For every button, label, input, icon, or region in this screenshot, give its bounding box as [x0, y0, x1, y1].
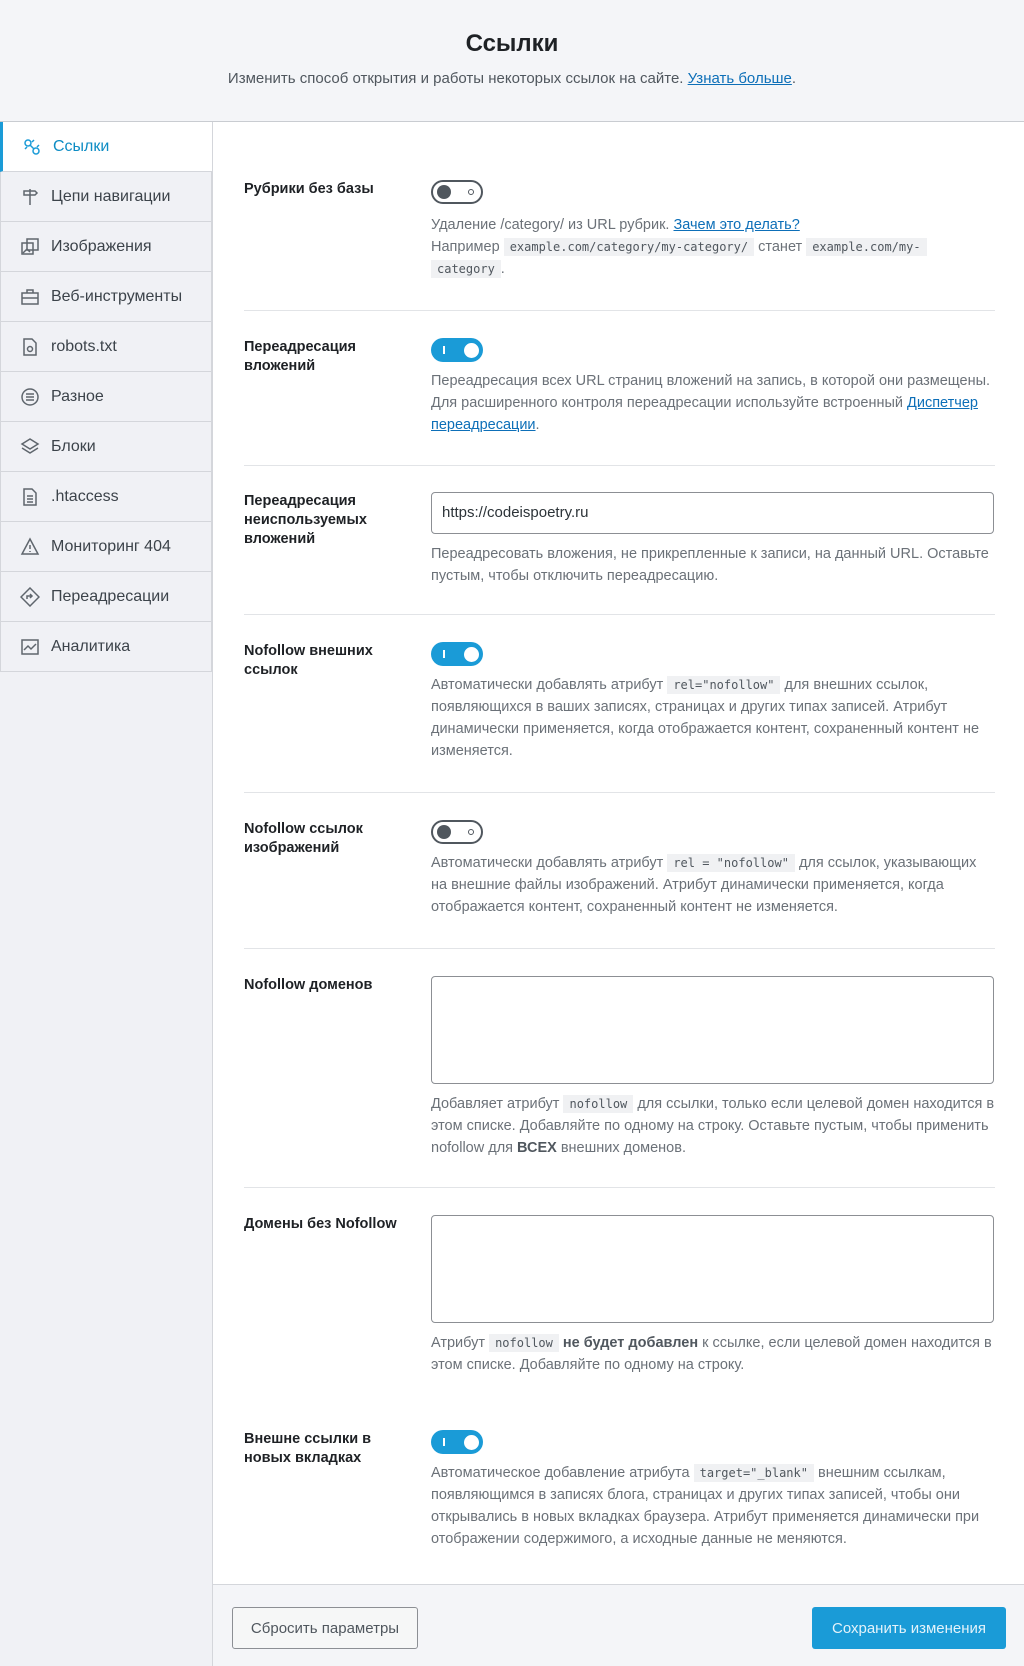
new-window-toggle[interactable] [431, 1430, 483, 1454]
sidebar-item-label: Цепи навигации [51, 187, 171, 205]
signpost-icon [19, 186, 41, 208]
setting-label: Внешне ссылки в новых вкладках [244, 1431, 372, 1466]
sidebar-item-label: robots.txt [51, 337, 117, 355]
example-code: category [431, 260, 501, 278]
images-icon [19, 236, 41, 258]
setting-description [431, 1332, 995, 1376]
desc-text: Автоматически добавлять атрибут [431, 677, 664, 693]
sidebar-item-links[interactable] [0, 122, 212, 172]
subtitle-text: Изменить способ открытия и работы некоторых ссылок на сайте. [227, 70, 684, 87]
nofollow-images-toggle[interactable] [431, 820, 483, 844]
desc-text: внешним ссылкам, появляющимся в записях блога, страницах и других типах записей, чтобы они открывались в новых вкладках браузера. Атрибут применяется динамически при отображении содержимого, а исходные данные не меняются. [431, 1465, 980, 1547]
redirect-manager-link[interactable]: Диспетчер переадресации [431, 395, 978, 433]
divider [244, 1187, 995, 1188]
setting-label: Переадресация неиспользуемых вложений [244, 493, 367, 547]
strip-category-toggle[interactable] [431, 180, 483, 204]
warning-icon [19, 536, 41, 558]
sidebar-item-blocks[interactable] [0, 422, 212, 472]
sidebar-item-misc[interactable] [0, 372, 212, 422]
attribute-code: nofollow [489, 1334, 559, 1352]
desc-text: к ссылке, если целевой домен находится в этом списке. Добавляйте по одному на строку. [431, 1335, 992, 1373]
setting-description [431, 214, 995, 280]
analytics-icon [19, 636, 41, 658]
file-text-icon [19, 486, 41, 508]
page-subtitle: Изменить способ открытия и работы некоторых ссылок на сайте. Узнать больше. [227, 70, 797, 87]
setting-label: Nofollow доменов [244, 977, 373, 993]
redirect-icon [19, 586, 41, 608]
desc-text: для ссылок, указывающих на внешние файлы изображений. Атрибут динамически применяется, когда отображается контент, сохраненный контент не изменяется. [431, 855, 977, 915]
sidebar-item-label: Аналитика [51, 637, 131, 655]
setting-description: Переадресовать вложения, не прикрепленные к записи, на данный URL. Оставьте пустым, чтобы отключить переадресацию. [431, 546, 989, 584]
desc-text: Автоматическое добавление атрибута [431, 1465, 690, 1481]
toolbox-icon [19, 286, 41, 308]
setting-description [431, 1093, 995, 1159]
desc-text: . [500, 261, 505, 277]
setting-label: Домены без Nofollow [244, 1216, 397, 1232]
sidebar-item-label: .htaccess [51, 487, 119, 505]
example-code: example.com/category/my-category/ [504, 238, 754, 256]
divider [244, 465, 995, 466]
file-robot-icon [19, 336, 41, 358]
page-header [0, 0, 1024, 122]
sidebar-item-label: Ссылки [53, 137, 110, 155]
sidebar-item-label: Разное [51, 387, 104, 405]
attribute-code: rel = "nofollow" [667, 854, 795, 872]
sidebar-item-breadcrumbs[interactable] [0, 172, 212, 222]
sidebar-item-404-monitor[interactable] [0, 522, 212, 572]
setting-description [431, 674, 995, 762]
attribute-code: rel="nofollow" [667, 676, 780, 694]
sidebar-item-htaccess[interactable] [0, 472, 212, 522]
nofollow-external-toggle[interactable] [431, 642, 483, 666]
attachment-redirect-toggle[interactable] [431, 338, 483, 362]
settings-panel [212, 122, 1024, 1584]
links-icon [21, 136, 43, 158]
desc-text: Автоматически добавлять атрибут [431, 855, 664, 871]
desc-bold: ВСЕХ [517, 1140, 557, 1156]
settings-sidebar [0, 122, 212, 672]
setting-description [431, 370, 995, 436]
divider [244, 310, 995, 311]
sidebar-item-webmaster-tools[interactable] [0, 272, 212, 322]
sidebar-item-redirections[interactable] [0, 572, 212, 622]
nofollow-domains-textarea[interactable] [431, 976, 994, 1084]
sidebar-item-label: Мониторинг 404 [51, 537, 171, 555]
sidebar-item-label: Переадресации [51, 587, 170, 605]
desc-text: станет [758, 239, 803, 255]
sidebar-item-label: Блоки [51, 437, 96, 455]
sidebar-item-robots[interactable] [0, 322, 212, 372]
page-title: Ссылки [465, 30, 559, 57]
blocks-icon [19, 436, 41, 458]
desc-text: . [535, 417, 540, 433]
example-code: example.com/my- [806, 238, 926, 256]
attribute-code: target="_blank" [694, 1464, 814, 1482]
setting-label: Рубрики без базы [244, 181, 374, 197]
divider [244, 792, 995, 793]
divider [244, 948, 995, 949]
why-link[interactable]: Зачем это делать? [673, 217, 800, 233]
desc-text: Переадресация всех URL страниц вложений на запись, в которой они размещены. Для расширенного контроля переадресации используйте встроенный [431, 373, 991, 411]
orphan-redirect-url-input[interactable]: https://codeispoetry.ru [431, 492, 994, 534]
nofollow-exclude-textarea[interactable] [431, 1215, 994, 1323]
save-button[interactable]: Сохранить изменения [812, 1607, 1006, 1649]
setting-label: Переадресация вложений [244, 339, 356, 374]
sidebar-item-label: Изображения [51, 237, 152, 255]
desc-text: Атрибут [431, 1335, 486, 1351]
desc-text: Удаление /category/ из URL рубрик. [431, 217, 670, 233]
setting-description [431, 1462, 995, 1550]
attribute-code: nofollow [563, 1095, 633, 1113]
desc-text: Добавляет атрибут [431, 1096, 560, 1112]
sidebar-item-analytics[interactable] [0, 622, 212, 672]
setting-label: Nofollow ссылок изображений [244, 821, 363, 856]
sidebar-item-images[interactable] [0, 222, 212, 272]
divider [244, 614, 995, 615]
setting-label: Nofollow внешних ссылок [244, 643, 373, 678]
reset-button[interactable]: Сбросить параметры [232, 1607, 418, 1649]
settings-footer [212, 1584, 1024, 1666]
desc-text: для ссылки, только если целевой домен находится в этом списке. Добавляйте по одному на строку. Оставьте пустым, чтобы применить nofollow для [431, 1096, 995, 1156]
setting-description [431, 852, 995, 918]
desc-text: внешних доменов. [560, 1140, 686, 1156]
sidebar-item-label: Веб-инструменты [51, 287, 183, 305]
desc-bold: не будет добавлен [562, 1335, 699, 1351]
learn-more-link[interactable]: Узнать больше [687, 70, 792, 87]
desc-text: для внешних ссылок, появляющихся в ваших записях, страницах и других типах записей. Атрибут динамически применяется, когда отображается контент, сохраненный контент не изменяется. [431, 677, 980, 759]
desc-text: Например [431, 239, 500, 255]
list-circle-icon [19, 386, 41, 408]
